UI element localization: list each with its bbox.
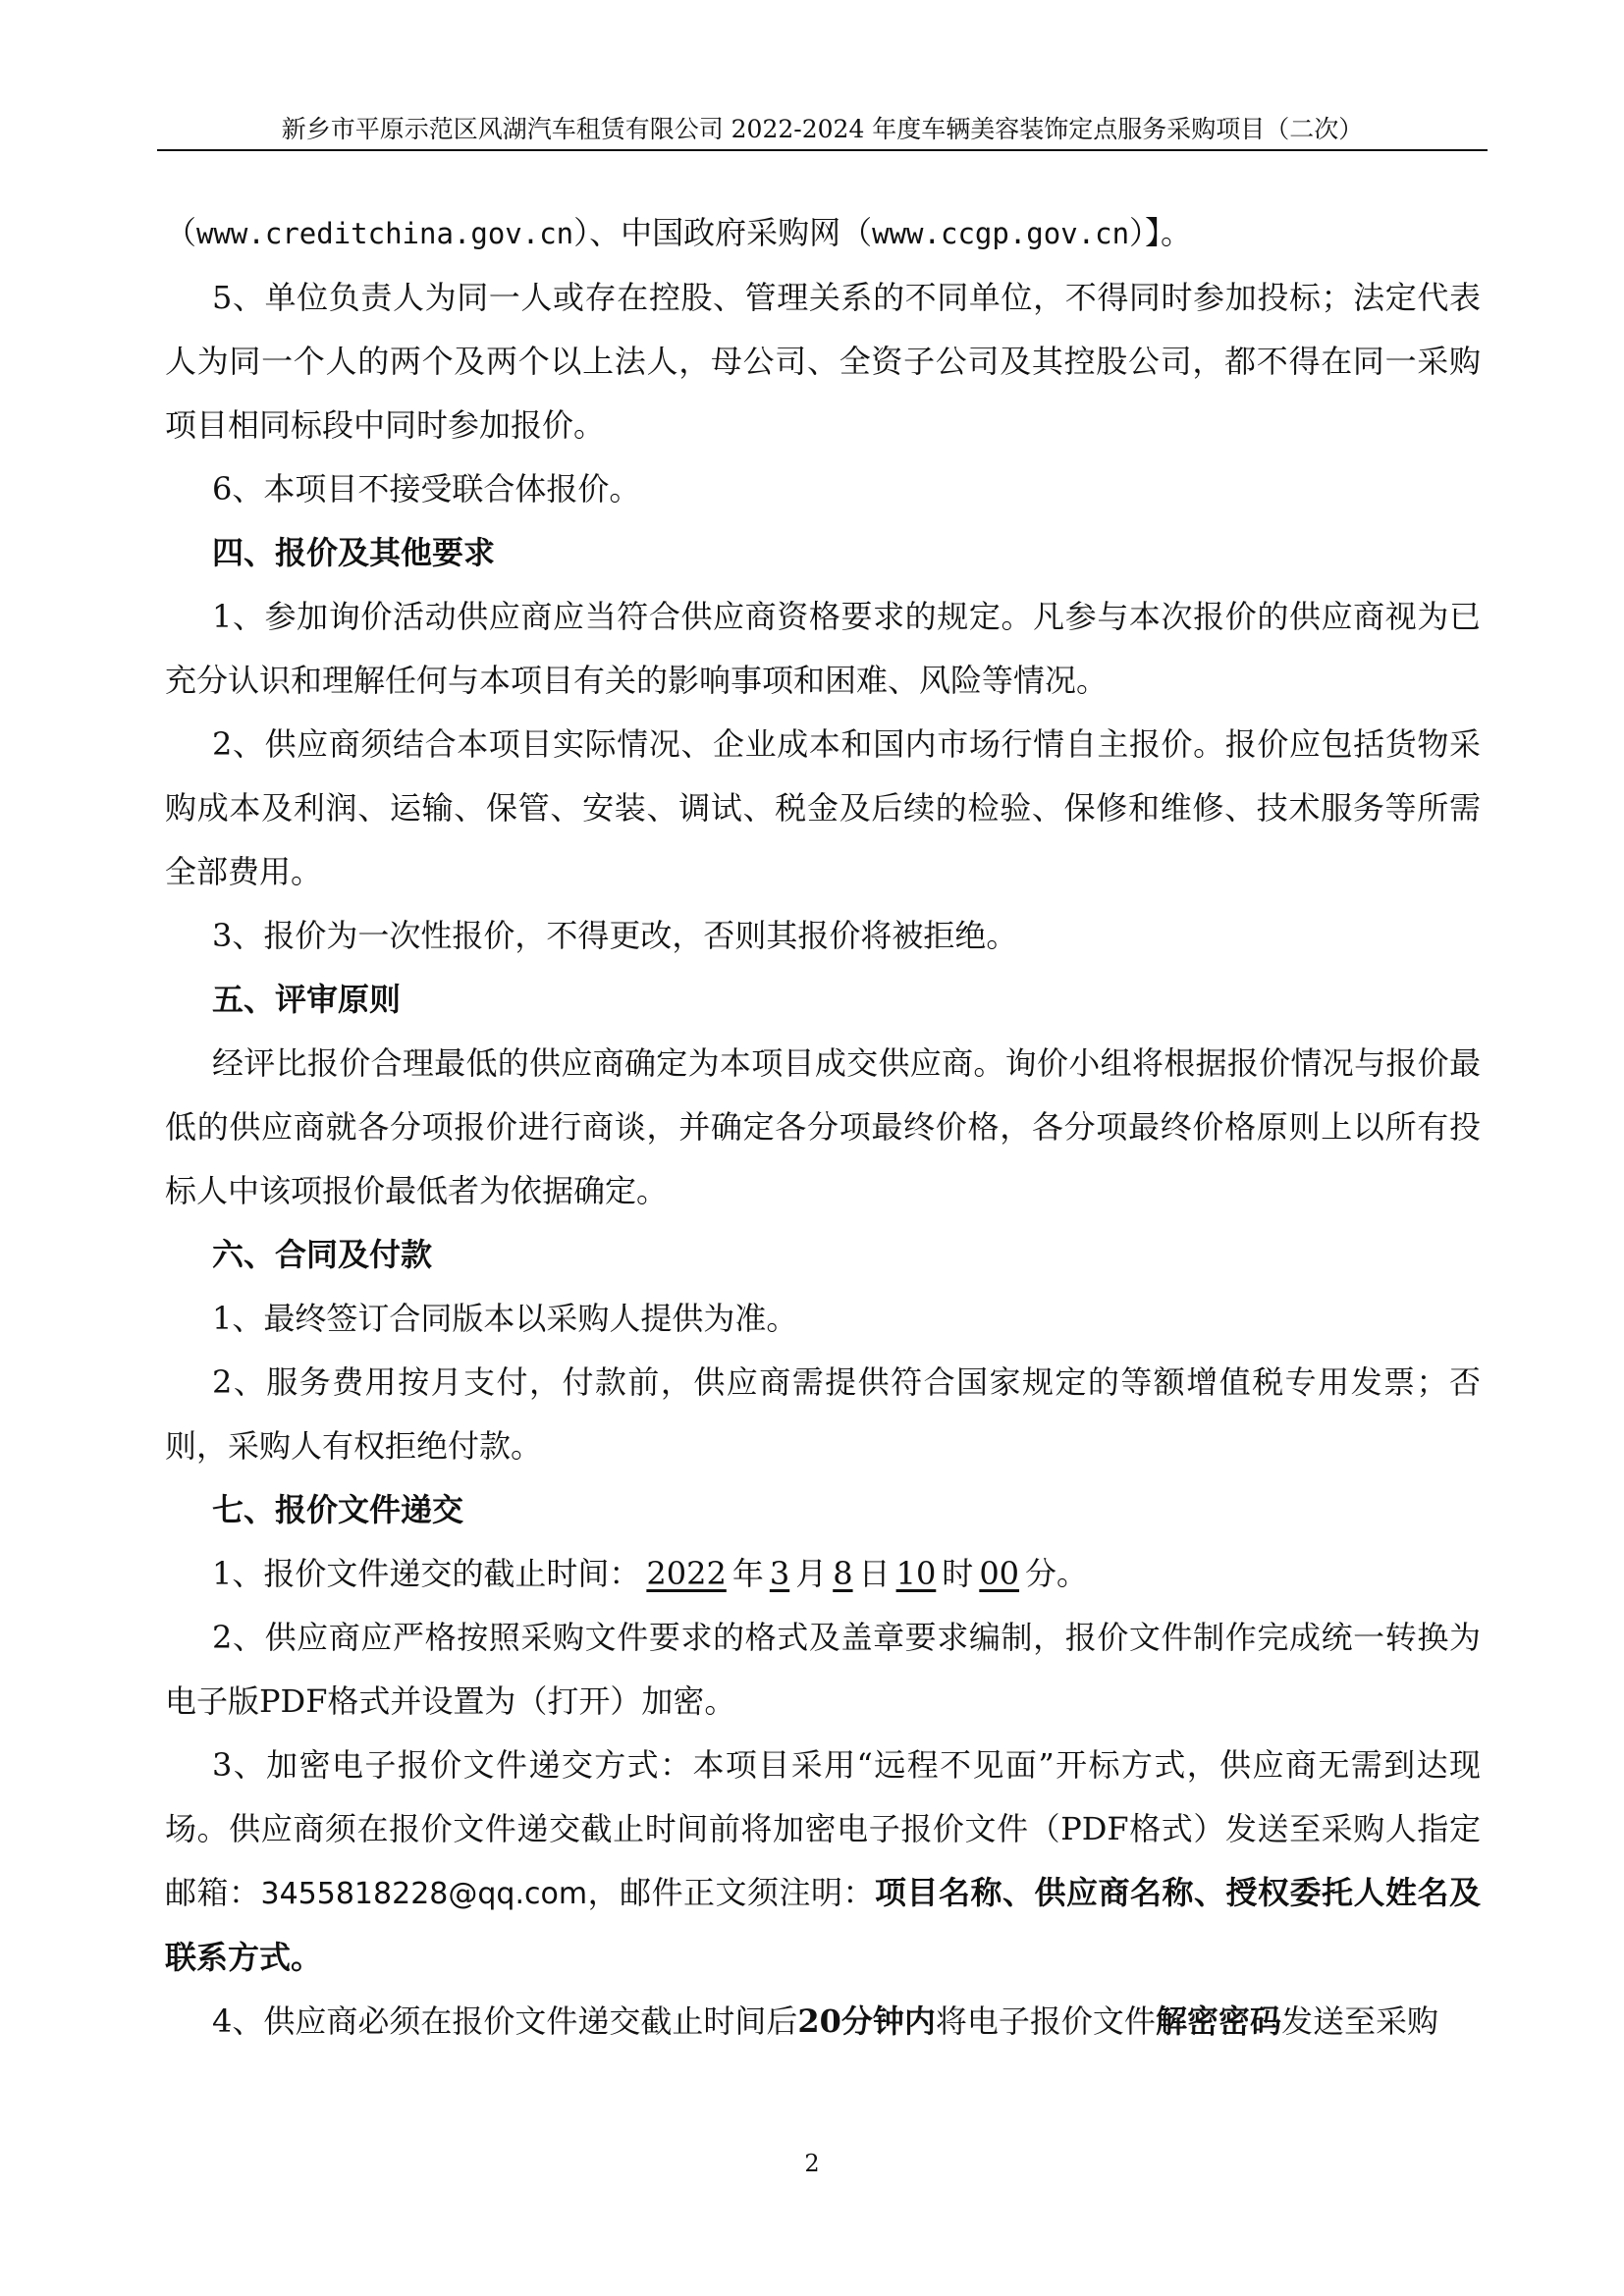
bold-requirement: 项目名称、供应商名称、授权委托人姓名及联系方式。 [165,1874,1481,1976]
section-heading-5: 五、评审原则 [212,981,402,1018]
section-5-item-1: 经评比报价合理最低的供应商确定为本项目成交供应商。询价小组将根据报价情况与报价最低的供应商就各分项报价进行商谈，并确定各分项最终价格，各分项最终价格原则上以所有投标人中该项报价最低者为依据确定。 [165,1044,1481,1209]
paragraph-5: 5、单位负责人为同一人或存在控股、管理关系的不同单位，不得同时参加投标；法定代表人为同一个人的两个及两个以上法人，母公司、全资子公司及其控股公司，都不得在同一采购项目相同标段中同时参加报价。 [165,279,1481,444]
section-7-item-3 [165,1734,1481,1990]
text: 1、报价文件递交的截止时间： [212,1555,641,1592]
deadline-minute: 00 [979,1555,1020,1592]
section-7-item-4 [165,1990,1481,2054]
section-6-item-1: 1、最终签订合同版本以采购人提供为准。 [212,1300,798,1337]
bold-time-limit: 20分钟内 [797,2002,936,2040]
section-heading-7: 七、报价文件递交 [212,1491,464,1528]
section-4-item-2: 2、供应商须结合本项目实际情况、企业成本和国内市场行情自主报价。报价应包括货物采购成本及利润、运输、保管、安装、调试、税金及后续的检验、保修和维修、技术服务等所需全部费用。 [165,725,1481,890]
section-7-item-2: 2、供应商应严格按照采购文件要求的格式及盖章要求编制，报价文件制作完成统一转换为电子版PDF格式并设置为（打开）加密。 [165,1619,1481,1720]
ccgp-url: www.ccgp.gov.cn [872,217,1130,250]
text: 3、加密电子报价文件递交方式：本项目采用“远程不见面”开标方式，供应商无需到达现场。供应商须在报价文件递交截止时间前将加密电子报价文件（PDF格式）发送至采购人指定邮箱： [165,1746,1481,1911]
text: 年 [731,1555,764,1592]
text: ）】。 [1129,214,1193,251]
paragraph-urls [165,201,1481,266]
creditchina-url: www.creditchina.gov.cn [196,217,574,250]
deadline-hour: 10 [895,1555,937,1592]
section-heading-6: 六、合同及付款 [212,1236,433,1273]
deadline-day: 8 [833,1555,853,1592]
section-7-item-1-deadline [165,1542,1481,1606]
text: 月 [795,1555,828,1592]
section-heading-4: 四、报价及其他要求 [212,534,496,571]
header-divider [157,149,1488,151]
document-body [165,201,1481,2054]
text: 分。 [1025,1555,1089,1592]
deadline-month: 3 [769,1555,790,1592]
text: 将电子报价文件 [935,2002,1156,2040]
text: 时 [942,1555,974,1592]
paragraph-6: 6、本项目不接受联合体报价。 [212,470,641,507]
deadline-year: 2022 [646,1555,727,1592]
section-4-item-3: 3、报价为一次性报价，不得更改，否则其报价将被拒绝。 [212,917,1018,954]
page-number: 2 [804,2150,820,2177]
text: ，邮件正文须注明： [587,1874,876,1911]
text: （ [165,214,197,251]
text: 4、供应商必须在报价文件递交截止时间后 [212,2002,798,2040]
text: 发送至采购 [1280,2002,1438,2040]
section-6-item-2: 2、服务费用按月支付，付款前，供应商需提供符合国家规定的等额增值税专用发票；否则，采购人有权拒绝付款。 [165,1363,1481,1465]
text: 日 [858,1555,891,1592]
email-address: 3455818228@qq.com [260,1877,588,1911]
bold-password: 解密密码 [1155,2002,1281,2040]
text: ）、中国政府采购网（ [573,214,873,251]
page-header: 新乡市平原示范区风湖汽车租赁有限公司 2022-2024 年度车辆美容装饰定点服务采购项目（二次） [281,115,1364,143]
section-4-item-1: 1、参加询价活动供应商应当符合供应商资格要求的规定。凡参与本次报价的供应商视为已充分认识和理解任何与本项目有关的影响事项和困难、风险等情况。 [165,598,1481,699]
